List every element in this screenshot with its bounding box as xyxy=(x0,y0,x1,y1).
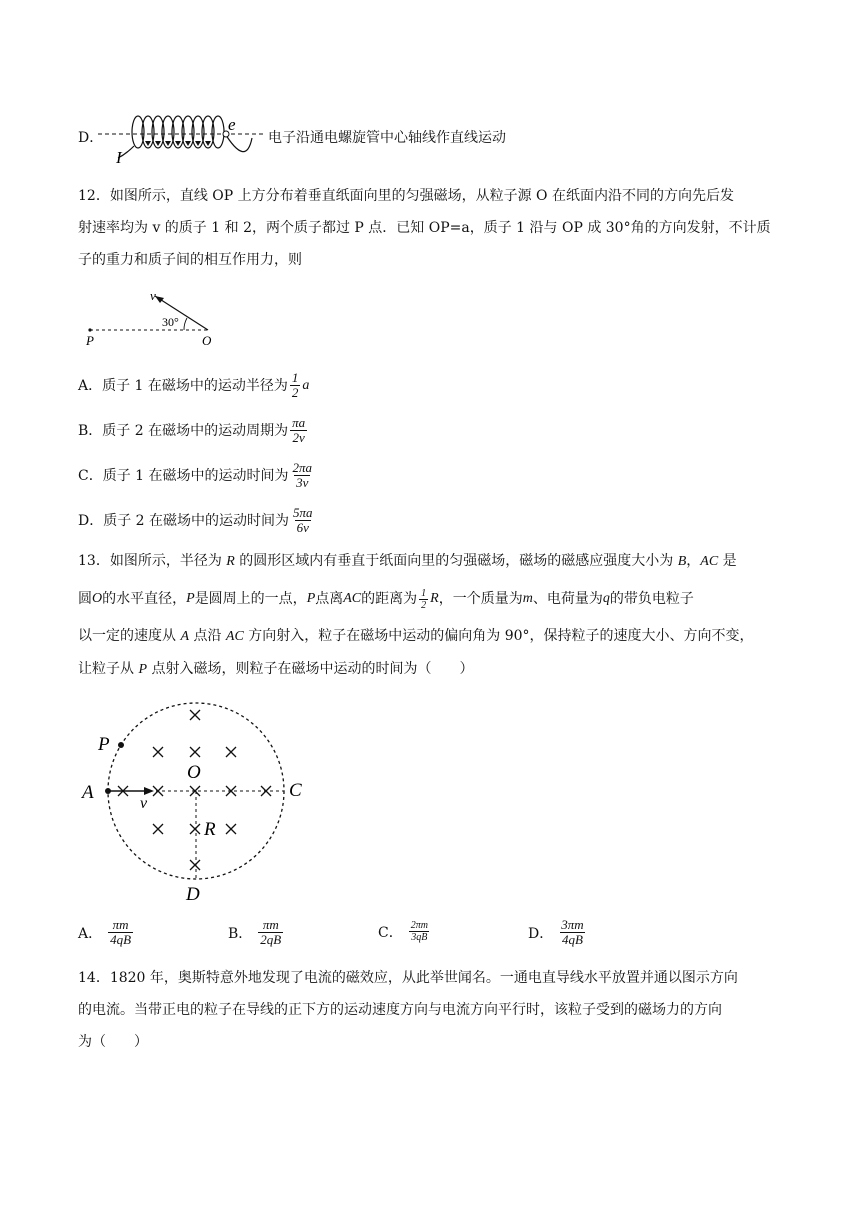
q13-stem-line1 xyxy=(78,545,784,578)
q13-stem-line3 xyxy=(78,620,784,653)
solenoid-figure xyxy=(96,108,266,168)
text-run: 方向射入，粒子在磁场中运动的偏向角为 90°，保持粒子的速度大小、方向不变， xyxy=(243,628,754,644)
var-m: m xyxy=(522,591,533,606)
text-run: 的圆形区域内有垂直于纸面向里的匀强磁场，磁场的磁感应强度大小为 xyxy=(234,553,678,569)
choice-label: C． xyxy=(378,924,403,941)
text-run: ， xyxy=(686,553,701,569)
text-run: 的水平直径， xyxy=(102,591,187,607)
var-ac: AC xyxy=(700,554,719,569)
q12-v-label: v xyxy=(150,288,156,303)
q12-option-a-fraction xyxy=(290,371,301,400)
q13-choice-b[interactable] xyxy=(228,918,283,947)
var-r: R xyxy=(430,591,439,606)
text-run: 圆 xyxy=(78,591,92,607)
q12-stem-line1: 12．如图所示，直线 OP 上方分布着垂直纸面向里的匀强磁场，从粒子源 O 在纸面内沿不同的方向先后发 xyxy=(78,188,734,204)
fraction-denominator: 3qB xyxy=(411,932,428,943)
var-ac: AC xyxy=(225,629,244,644)
q12-stem-line2: 射速率均为 v 的质子 1 和 2，两个质子都过 P 点．已知 OP=a，质子 1 沿与 OP 成 30°角的方向发射，不计质 xyxy=(78,220,771,236)
text-run: 、电荷量为 xyxy=(532,591,603,607)
q12-option-b-text: B．质子 2 在磁场中的运动周期为 xyxy=(78,422,289,439)
q14-stem-line2: 的电流。当带正电的粒子在导线的正下方的运动速度方向与电流方向平行时，该粒子受到的磁场力的方向 xyxy=(78,1002,722,1018)
choice-fraction xyxy=(559,918,585,947)
text-run: 以一定的速度从 xyxy=(78,628,181,644)
q12-option-d[interactable] xyxy=(78,506,315,535)
fraction-numerator: πm xyxy=(262,917,279,932)
q12-option-c[interactable] xyxy=(78,461,314,490)
fraction-numerator: 2πm xyxy=(410,920,428,931)
current-label: I xyxy=(116,148,122,167)
text-run: 点沿 xyxy=(189,628,226,644)
var-p: P xyxy=(138,662,148,677)
q13-p-label: P xyxy=(98,734,110,755)
fraction-numerator: πm xyxy=(112,917,129,932)
fraction-numerator: 1 xyxy=(291,370,299,385)
electron-label: e xyxy=(228,115,236,134)
q13-choice-a[interactable] xyxy=(78,918,133,947)
q14-stem-line3: 为（ ） xyxy=(78,1034,148,1050)
text-run: 13．如图所示，半径为 xyxy=(78,553,227,569)
q12-figure xyxy=(80,288,230,348)
fraction-numerator: 2πa xyxy=(292,460,313,475)
var-a: A xyxy=(180,629,190,644)
q12-option-c-fraction xyxy=(291,461,315,490)
q12-angle-label: 30° xyxy=(162,315,179,329)
q12-option-b-fraction xyxy=(290,416,307,445)
q13-stem xyxy=(78,545,784,686)
q12-stem xyxy=(78,180,784,276)
choice-fraction xyxy=(258,918,283,947)
fraction-numerator: 1 xyxy=(421,587,427,599)
fraction-denominator: 3v xyxy=(296,475,309,490)
q12-option-c-text: C．质子 1 在磁场中的运动时间为 xyxy=(78,467,289,484)
var-q: q xyxy=(602,591,610,606)
q13-c-label: C xyxy=(289,780,302,801)
fraction-numerator: 5πa xyxy=(293,505,313,520)
q11-option-d-label: D． xyxy=(78,130,104,146)
fraction-denominator: 6v xyxy=(296,520,309,535)
half-fraction xyxy=(419,588,428,611)
q12-option-d-fraction xyxy=(291,506,315,535)
q13-o-label: O xyxy=(187,762,201,783)
fraction-denominator: 4qB xyxy=(561,932,583,947)
fraction-denominator: 4qB xyxy=(110,932,132,947)
var-ac: AC xyxy=(343,591,362,606)
fraction-denominator: 2 xyxy=(421,599,427,611)
fraction-numerator: πa xyxy=(292,415,306,430)
choice-label: B． xyxy=(228,925,253,942)
q12-option-b[interactable] xyxy=(78,416,307,445)
text-run: ，一个质量为 xyxy=(438,591,523,607)
choice-fraction xyxy=(108,918,133,947)
var-p: P xyxy=(306,591,316,606)
text-run: 点射入磁场，则粒子在磁场中运动的时间为（ ） xyxy=(147,661,474,677)
text-run: 的带负电粒子 xyxy=(609,591,694,607)
q13-figure xyxy=(78,700,318,910)
text-run: 让粒子从 xyxy=(78,661,139,677)
fraction-denominator: 2v xyxy=(292,430,305,445)
q12-option-a-tail: a xyxy=(302,377,310,393)
var-r: R xyxy=(226,554,235,569)
text-run: 的距离为 xyxy=(361,591,418,607)
var-p: P xyxy=(186,591,195,606)
text-run: 是圆周上的一点， xyxy=(194,591,307,607)
choice-label: A． xyxy=(78,925,103,942)
field-cross-marks xyxy=(118,710,271,870)
q13-choice-c[interactable] xyxy=(378,920,430,943)
choice-fraction xyxy=(409,920,430,943)
q12-o-label: O xyxy=(202,333,212,348)
choice-label: D． xyxy=(528,925,554,942)
q13-v-label: v xyxy=(140,795,148,812)
q13-r-label: R xyxy=(204,819,216,840)
q12-p-label: P xyxy=(86,333,94,348)
fraction-denominator: 2 xyxy=(291,385,299,400)
q13-d-label: D xyxy=(186,884,200,905)
q14-stem-line1: 14．1820 年，奥斯特意外地发现了电流的磁效应，从此举世闻名。一通电直导线水平放置并通以图示方向 xyxy=(78,970,738,986)
q14-stem xyxy=(78,962,784,1058)
text-run: 是 xyxy=(718,553,737,569)
text-run: 点离 xyxy=(315,591,344,607)
q12-option-d-text: D．质子 2 在磁场中的运动时间为 xyxy=(78,512,290,529)
fraction-denominator: 2qB xyxy=(260,932,282,947)
q12-stem-line3: 子的重力和质子间的相互作用力，则 xyxy=(78,252,302,268)
q13-choice-d[interactable] xyxy=(528,918,586,947)
q11-option-d-text: 电子沿通电螺旋管中心轴线作直线运动 xyxy=(268,130,506,146)
q11-option-d xyxy=(78,108,538,168)
var-b: B xyxy=(677,554,687,569)
var-o: O xyxy=(92,591,103,606)
q12-option-a[interactable] xyxy=(78,371,309,400)
q12-option-a-text: A．质子 1 在磁场中的运动半径为 xyxy=(78,377,288,394)
fraction-numerator: 3πm xyxy=(561,917,584,932)
q13-a-label: A xyxy=(82,782,94,803)
q13-stem-line4 xyxy=(78,653,784,686)
q13-stem-line2 xyxy=(78,578,784,620)
